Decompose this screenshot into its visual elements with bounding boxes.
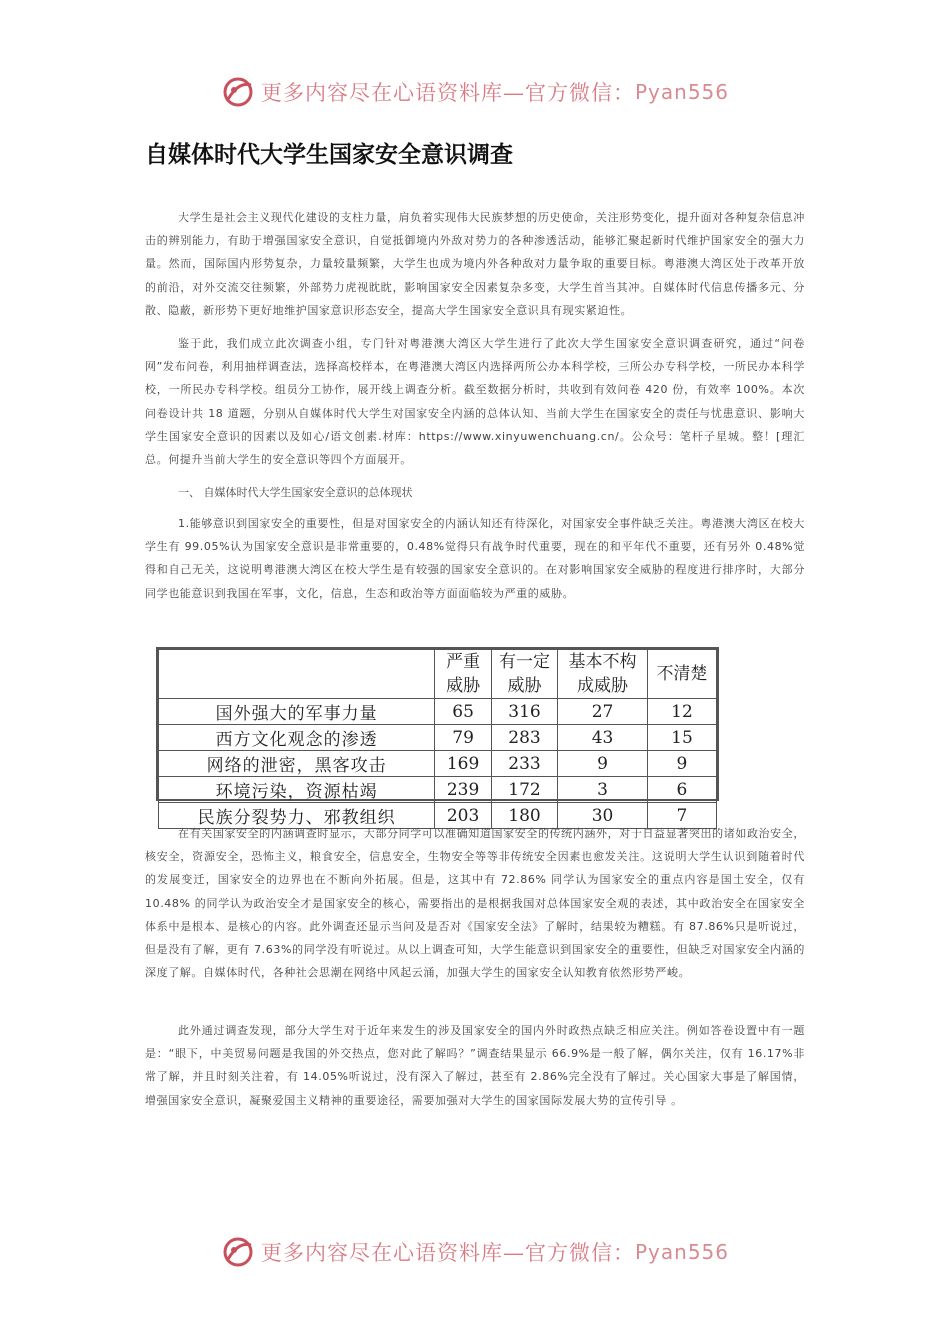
table-header-cell bbox=[159, 650, 435, 699]
table-cell-value: 12 bbox=[647, 699, 716, 725]
table-cell-value: 6 bbox=[647, 777, 716, 803]
table-cell-value: 15 bbox=[647, 725, 716, 751]
threat-table-grid bbox=[158, 649, 717, 829]
table-cell-value: 65 bbox=[435, 699, 492, 725]
table-header-cell: 基本不构 成威胁 bbox=[558, 650, 648, 699]
section-heading: 一、 自媒体时代大学生国家安全意识的总体现状 bbox=[178, 486, 413, 499]
table-header-cell: 有一定 威胁 bbox=[491, 650, 557, 699]
banner-text: 更多内容尽在心语资料库—官方微信： bbox=[260, 1241, 635, 1265]
paragraph-finding-2: 在有关国家安全的内涵调查时显示，大部分同学可以准确知道国家安全的传统内涵外，对于日益显著突出的诸如政治安全，核安全，资源安全，恐怖主义，粮食安全，信息安全，生物安全等等非传统安全因素也愈发关注。这说明大学生认识到随着时代的发展变迁，国家安全的边界也在不断向外拓展。但是，这其中有 72.86% 同学认为国家安全的重点内容是国土安全，仅有 10.48% 的同学认为政治安全才是国家安全的核心，需要指出的是根据我国对总体国家安全观的表述，其中政治安全在国家安全体系中是根本、是核心的内容。此外调查还显示当问及是否对《国家安全法》了解时，结果较为糟糕。有 87.86%只是听说过，但是没有了解，更有 7.63%的同学没有听说过。从以上调查可知，大学生能意识到国家安全的重要性，但缺乏对国家安全内涵的深度了解。自媒体时代，各种社会思潮在网络中风起云涌，加强大学生的国家安全认知教育依然形势严峻。 bbox=[145, 827, 805, 980]
footer-banner bbox=[0, 1230, 950, 1274]
table-cell-value: 30 bbox=[558, 803, 648, 829]
table-cell-value: 283 bbox=[491, 725, 557, 751]
table-cell-value: 9 bbox=[558, 751, 648, 777]
table-cell-value: 79 bbox=[435, 725, 492, 751]
table-cell-value: 9 bbox=[647, 751, 716, 777]
table-row bbox=[159, 751, 717, 777]
table-row bbox=[159, 725, 717, 751]
table-cell-value: 172 bbox=[491, 777, 557, 803]
table-cell-value: 27 bbox=[558, 699, 648, 725]
table-cell-value: 180 bbox=[491, 803, 557, 829]
table-row-label: 环境污染，资源枯竭 bbox=[159, 777, 435, 803]
threat-survey-table bbox=[156, 647, 719, 828]
paragraph-intro: 大学生是社会主义现代化建设的支柱力量，肩负着实现伟大民族梦想的历史使命，关注形势变化，提升面对各种复杂信息冲击的辨别能力，有助于增强国家安全意识，自觉抵御境内外敌对势力的各种渗透活动，能够汇聚起新时代维护国家安全的强大力量。然而，国际国内形势复杂，力量较量频繁，大学生也成为境内外各种敌对力量争取的重要目标。粤港澳大湾区处于改革开放的前沿，对外交流交往频繁，外部势力虎视眈眈，影响国家安全因素复杂多变，大学生首当其冲。自媒体时代信息传播多元、分散、隐蔽，新形势下更好地维护国家意识形态安全，提高大学生国家安全意识具有现实紧迫性。 bbox=[145, 211, 805, 317]
paragraph-finding-1: 1.能够意识到国家安全的重要性，但是对国家安全的内涵认知还有待深化，对国家安全事件缺乏关注。粤港澳大湾区在校大学生有 99.05%认为国家安全意识是非常重要的，0.48%觉得只有战争时代重要，现在的和平年代不重要，还有另外 0.48%觉得和自己无关，这说明粤港澳大湾区在校大学生是有较强的国家安全意识的。在对影响国家安全威胁的程度进行排序时，大部分同学也能意识到我国在军事，文化，信息，生态和政治等方面面临较为严重的威胁。 bbox=[145, 517, 805, 600]
page-title: 自媒体时代大学生国家安全意识调查 bbox=[145, 142, 513, 168]
table-cell-value: 203 bbox=[435, 803, 492, 829]
table-row-label: 国外强大的军事力量 bbox=[159, 699, 435, 725]
table-cell-value: 233 bbox=[491, 751, 557, 777]
table-row-label: 民族分裂势力、邪教组织 bbox=[159, 803, 435, 829]
table-row bbox=[159, 699, 717, 725]
table-header-cell: 严重 威胁 bbox=[435, 650, 492, 699]
paragraph-method: 鉴于此，我们成立此次调查小组，专门针对粤港澳大湾区大学生进行了此次大学生国家安全意识调查研究，通过“问卷网”发布问卷，利用抽样调查法，选择高校样本，在粤港澳大湾区内选择两所公办本科学校，三所公办专科学校，一所民办本科学校，一所民办专科学校。组员分工协作，展开线上调查分析。截至数据分析时，共收到有效问卷 420 份，有效率 100%。本次问卷设计共 18 道题，分别从自媒体时代大学生对国家安全内涵的总体认知、当前大学生在国家安全的责任与忧患意识、影响大学生国家安全意识的因素以及如心/语文创素.材库：https://www.xinyuwenchuang.cn/。公众号：笔杆子星城。整！[理汇总。何提升当前大学生的安全意识等四个方面展开。 bbox=[145, 337, 805, 467]
table-header-row bbox=[159, 650, 717, 699]
table-cell-value: 316 bbox=[491, 699, 557, 725]
table-cell-value: 43 bbox=[558, 725, 648, 751]
table-row bbox=[159, 777, 717, 803]
logo-icon bbox=[221, 1235, 255, 1269]
table-header-cell: 不清楚 bbox=[647, 650, 716, 699]
table-cell-value: 169 bbox=[435, 751, 492, 777]
paragraph-finding-3: 此外通过调查发现，部分大学生对于近年来发生的涉及国家安全的国内外时政热点缺乏相应关注。例如答卷设置中有一题是：“眼下，中美贸易问题是我国的外交热点，您对此了解吗？”调查结果显示 66.9%是一般了解，偶尔关注，仅有 16.17%非常了解，并且时刻关注着，有 14.05%听说过，没有深入了解过，甚至有 2.86%完全没有了解过。关心国家大事是了解国情，增强国家安全意识，凝聚爱国主义精神的重要途径，需要加强对大学生的国家国际发展大势的宣传引导 。 bbox=[145, 1024, 805, 1107]
logo-icon bbox=[221, 75, 255, 109]
banner-wechat-id: Pyan556 bbox=[634, 80, 729, 104]
header-banner bbox=[0, 70, 950, 114]
banner-text: 更多内容尽在心语资料库—官方微信： bbox=[260, 81, 635, 105]
table-cell-value: 3 bbox=[558, 777, 648, 803]
table-cell-value: 239 bbox=[435, 777, 492, 803]
table-row-label: 西方文化观念的渗透 bbox=[159, 725, 435, 751]
banner-wechat-id: Pyan556 bbox=[634, 1240, 729, 1264]
table-cell-value: 7 bbox=[647, 803, 716, 829]
table-row-label: 网络的泄密，黑客攻击 bbox=[159, 751, 435, 777]
